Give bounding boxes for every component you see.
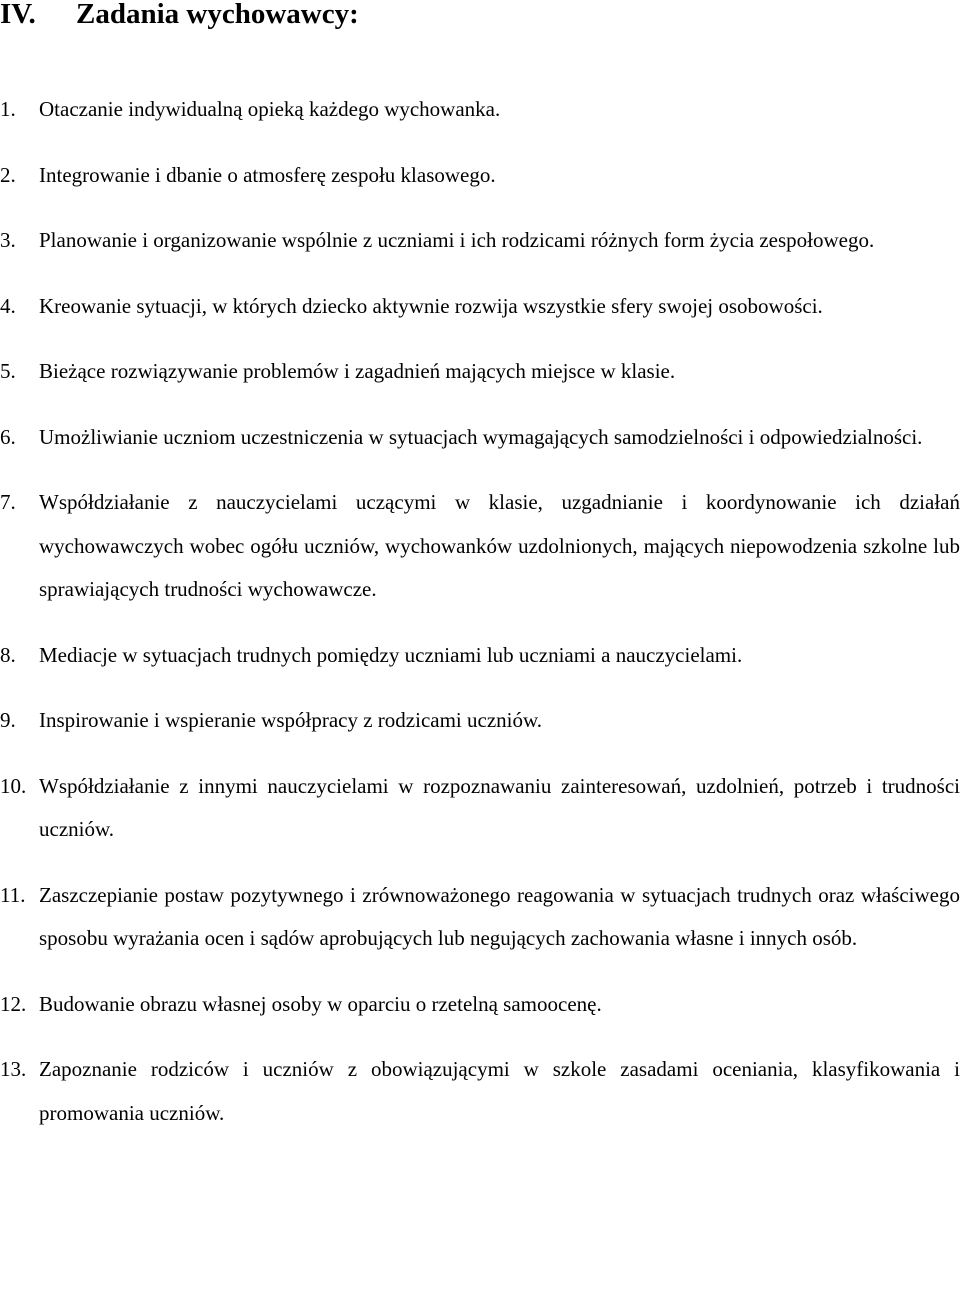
list-item (0, 983, 960, 1027)
section-title: Zadania wychowawcy: (76, 0, 359, 30)
item-number: 12. (0, 991, 27, 1016)
item-number: 3. (0, 228, 16, 252)
list-item (0, 416, 960, 460)
item-number: 10. (0, 773, 27, 798)
item-text: Współdziałanie z nauczycielami uczącymi w klasie, uzgadnianie i koordynowanie ich działań wychowawczych wobec ogółu uczniów, wychowanków uzdolnionych, mających niepowodzenia szkolne lub sprawiających trudności wychowawcze. (39, 490, 960, 601)
list-item (0, 699, 960, 743)
list-item (0, 634, 960, 678)
item-number: 9. (0, 708, 16, 732)
item-number: 5. (0, 359, 16, 383)
list-item (0, 874, 960, 961)
list-item (0, 481, 960, 612)
list-item (0, 285, 960, 329)
item-text: Współdziałanie z innymi nauczycielami w rozpoznawaniu zainteresowań, uzdolnień, potrzeb i trudności uczniów. (39, 773, 960, 841)
item-text: Umożliwianie uczniom uczestniczenia w sytuacjach wymagających samodzielności i odpowiedzialności. (39, 424, 923, 449)
section-heading (0, 0, 359, 34)
item-text: Zapoznanie rodziców i uczniów z obowiązującymi w szkole zasadami oceniania, klasyfikowania i promowania uczniów. (39, 1057, 960, 1125)
section-number: IV. (0, 0, 36, 30)
list-item (0, 765, 960, 852)
item-text: Planowanie i organizowanie wspólnie z uczniami i ich rodzicami różnych form życia zespołowego. (39, 228, 875, 252)
item-text: Otaczanie indywidualną opieką każdego wychowanka. (39, 97, 501, 121)
list-item (0, 1048, 960, 1135)
item-number: 2. (0, 162, 16, 187)
list-item (0, 88, 960, 132)
item-text: Zaszczepianie postaw pozytywnego i zrównoważonego reagowania w sytuacjach trudnych oraz właściwego sposobu wyrażania ocen i sądów aprobujących lub negujących zachowania własne i innych osób. (39, 882, 960, 950)
item-text: Mediacje w sytuacjach trudnych pomiędzy uczniami lub uczniami a nauczycielami. (39, 642, 743, 667)
item-number: 11. (0, 882, 26, 907)
item-text: Budowanie obrazu własnej osoby w oparciu o rzetelną samoocenę. (39, 991, 602, 1016)
item-text: Integrowanie i dbanie o atmosferę zespołu klasowego. (39, 162, 496, 187)
list-item (0, 350, 960, 394)
item-number: 1. (0, 97, 16, 121)
item-number: 6. (0, 424, 16, 449)
task-list (0, 88, 960, 1135)
list-item (0, 219, 960, 263)
list-item (0, 154, 960, 198)
item-text: Kreowanie sytuacji, w których dziecko aktywnie rozwija wszystkie sfery swojej osobowości. (39, 293, 823, 318)
item-text: Bieżące rozwiązywanie problemów i zagadnień mających miejsce w klasie. (39, 359, 676, 383)
item-number: 13. (0, 1057, 27, 1081)
item-number: 7. (0, 490, 16, 514)
item-number: 4. (0, 293, 16, 318)
item-number: 8. (0, 642, 16, 667)
item-text: Inspirowanie i wspieranie współpracy z rodzicami uczniów. (39, 708, 543, 732)
